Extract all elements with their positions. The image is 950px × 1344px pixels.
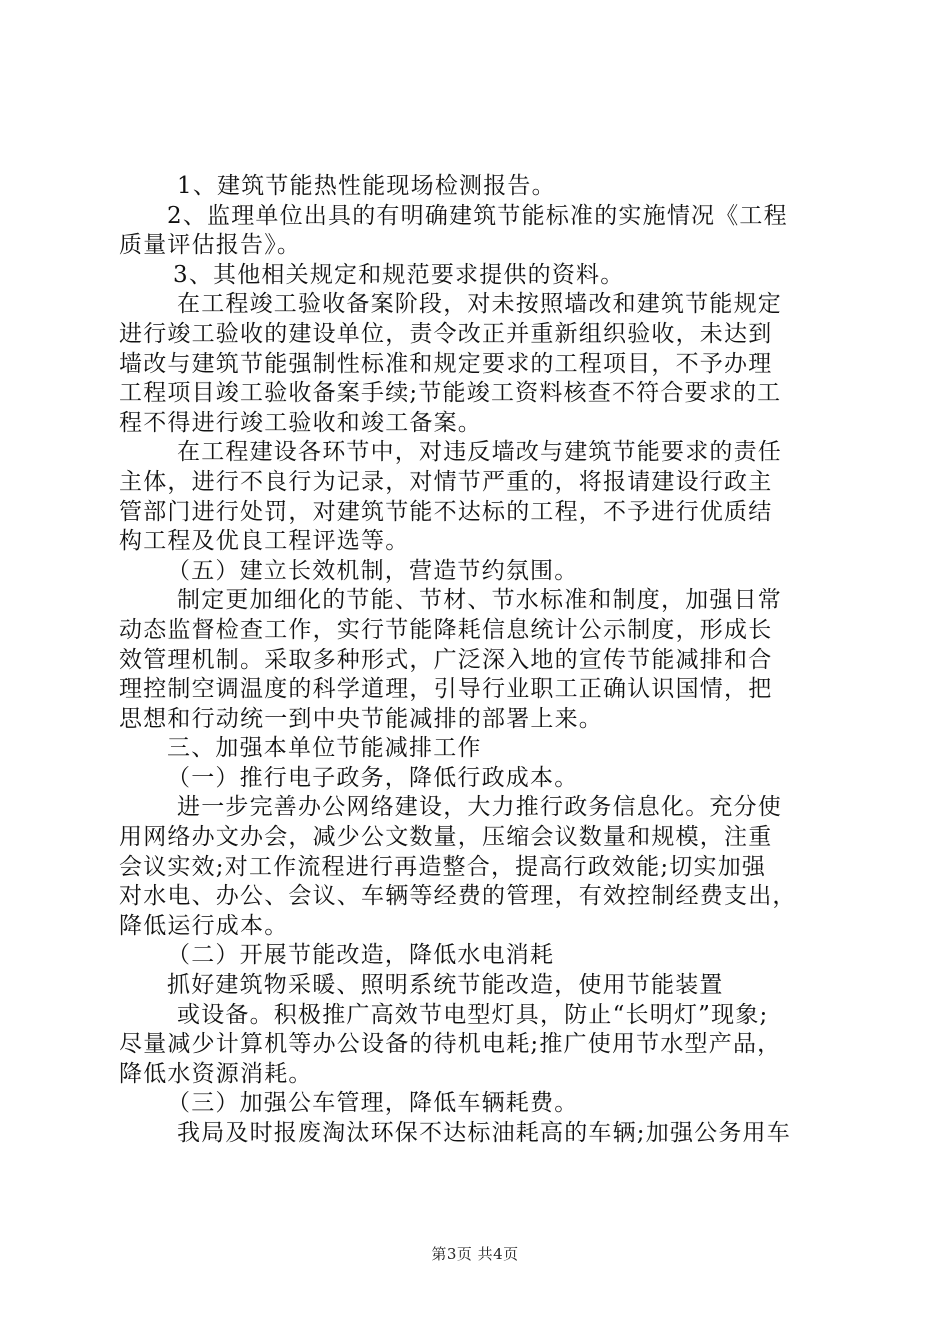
text-line: 3、其他相关规定和规范要求提供的资料。 (173, 261, 625, 288)
page-number-footer: 第3页 共4页 (431, 1245, 519, 1263)
text-line: 三、加强本单位节能减排工作 (167, 735, 482, 762)
text-line: 管部门进行处罚，对建筑节能不达标的工程，不予进行优质结 (119, 498, 773, 525)
text-line: （一）推行电子政务，降低行政成本。 (167, 764, 579, 791)
text-line: 尽量减少计算机等办公设备的待机电耗;推广使用节水型产品， (119, 1031, 782, 1058)
text-line: 或设备。积极推广高效节电型灯具，防止“长明灯”现象; (177, 1001, 769, 1028)
text-line: 思想和行动统一到中央节能减排的部署上来。 (119, 705, 603, 732)
text-line: 抓好建筑物采暖、照明系统节能改造，使用节能装置 (167, 972, 724, 999)
document-body (119, 172, 839, 1149)
text-line: 理控制空调温度的科学道理，引导行业职工正确认识国情，把 (119, 676, 773, 703)
text-line: 1、建筑节能热性能现场检测报告。 (177, 173, 556, 199)
text-line: 在工程建设各环节中，对违反墙改与建筑节能要求的责任 (177, 439, 782, 466)
text-line: 工程项目竣工验收备案手续;节能竣工资料核查不符合要求的工 (119, 380, 782, 407)
text-line: 质量评估报告》。 (119, 232, 302, 259)
text-line: 降低运行成本。 (119, 912, 289, 939)
text-line: 程不得进行竣工验收和竣工备案。 (119, 409, 482, 436)
text-line: 进一步完善办公网络建设，大力推行政务信息化。充分使 (177, 794, 782, 821)
text-line: 2、监理单位出具的有明确建筑节能标准的实施情况《工程 (167, 202, 788, 229)
text-line: （二）开展节能改造，降低水电消耗 (167, 942, 555, 969)
text-line: 会议实效;对工作流程进行再造整合，提高行政效能;切实加强 (119, 853, 767, 880)
text-line: 降低水资源消耗。 (119, 1060, 313, 1087)
text-line: 用网络办文办会，减少公文数量，压缩会议数量和规模，注重 (119, 824, 773, 851)
text-line: 进行竣工验收的建设单位，责令改正并重新组织验收，未达到 (119, 320, 773, 347)
text-line: 对水电、办公、会议、车辆等经费的管理，有效控制经费支出， (119, 883, 797, 910)
text-line: 墙改与建筑节能强制性标准和规定要求的工程项目，不予办理 (119, 350, 773, 377)
text-line: 动态监督检查工作，实行节能降耗信息统计公示制度，形成长 (119, 616, 773, 643)
text-line: （五）建立长效机制，营造节约氛围。 (167, 557, 579, 584)
text-line: 构工程及优良工程评选等。 (119, 528, 410, 555)
text-line: （三）加强公车管理，降低车辆耗费。 (167, 1090, 579, 1117)
text-line: 效管理机制。采取多种形式，广泛深入地的宣传节能减排和合 (119, 646, 773, 673)
text-line: 在工程竣工验收备案阶段，对未按照墙改和建筑节能规定 (177, 291, 782, 318)
text-line: 我局及时报废淘汰环保不达标油耗高的车辆;加强公务用车 (177, 1120, 791, 1146)
text-line: 制定更加细化的节能、节材、节水标准和制度，加强日常 (177, 587, 782, 614)
text-line: 主体，进行不良行为记录，对情节严重的，将报请建设行政主 (119, 468, 773, 495)
